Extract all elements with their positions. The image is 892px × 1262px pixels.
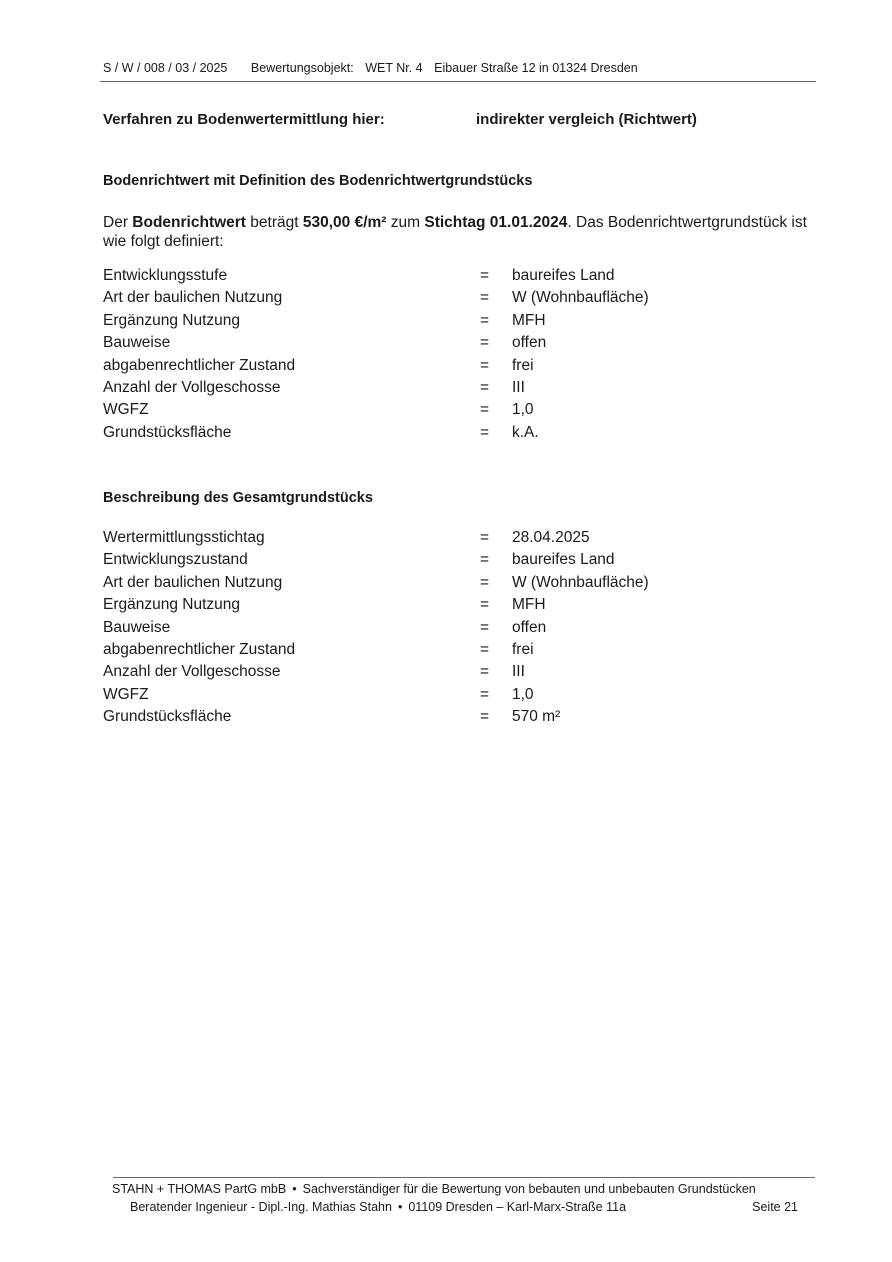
row-equals: =: [480, 551, 490, 569]
gesamt-row: [103, 574, 703, 596]
row-key: Grundstücksfläche: [103, 708, 232, 726]
row-value: offen: [512, 334, 547, 352]
row-key: abgabenrechtlicher Zustand: [103, 641, 296, 658]
row-value: 28.04.2025: [512, 529, 590, 546]
row-equals: =: [480, 289, 490, 307]
row-key: WGFZ: [103, 685, 149, 703]
header-divider: [100, 81, 816, 82]
richtwert-row: [103, 424, 703, 446]
row-value: III: [512, 663, 525, 681]
row-equals: =: [480, 267, 490, 284]
richtwert-row: [103, 267, 703, 289]
row-key: Bauweise: [103, 618, 171, 636]
footer-divider: [113, 1177, 815, 1178]
page-header: [103, 61, 815, 75]
row-key: abgabenrechtlicher Zustand: [103, 356, 296, 374]
row-equals: =: [480, 529, 490, 546]
intro-bold-richtwert: Bodenrichtwert: [132, 214, 246, 231]
row-value: 1,0: [512, 401, 534, 419]
document-reference: S / W / 008 / 03 / 2025: [103, 61, 228, 75]
row-value: MFH: [512, 596, 546, 614]
row-key: Ergänzung Nutzung: [103, 311, 241, 329]
row-equals: =: [480, 685, 490, 703]
row-key: Grundstücksfläche: [103, 423, 232, 441]
row-equals: =: [480, 663, 490, 681]
row-value: baureifes Land: [512, 267, 615, 284]
richtwert-row: [103, 401, 703, 423]
richtwert-row: [103, 289, 703, 311]
row-value: MFH: [512, 311, 546, 329]
gesamt-row: [103, 686, 703, 708]
footer-address: 01109 Dresden – Karl-Marx-Straße 11a: [408, 1200, 627, 1214]
row-key: Entwicklungszustand: [103, 551, 248, 569]
row-equals: =: [480, 708, 490, 726]
richtwert-row: [103, 357, 703, 379]
row-equals: =: [480, 311, 490, 329]
row-equals: =: [480, 334, 490, 352]
footer-description: Sachverständiger für die Bewertung von bebauten und unbebauten Grundstücken: [302, 1182, 756, 1196]
row-key: Bauweise: [103, 334, 171, 352]
intro-bold-price: 530,00 €/m²: [302, 214, 387, 231]
row-value: 1,0: [512, 685, 534, 703]
object-label: Bewertungsobjekt:: [250, 61, 354, 75]
row-value: frei: [512, 641, 534, 658]
gesamt-row: [103, 641, 703, 663]
richtwert-row: [103, 312, 703, 334]
row-value: III: [512, 379, 525, 396]
intro-text-2: beträgt: [245, 214, 303, 231]
richtwert-intro: [103, 213, 828, 251]
row-equals: =: [480, 641, 490, 658]
footer-engineer: Beratender Ingenieur - Dipl.-Ing. Mathias Stahn: [130, 1200, 392, 1214]
row-equals: =: [480, 423, 490, 441]
row-equals: =: [480, 573, 490, 591]
row-value: 570 m²: [512, 708, 561, 726]
footer-bullet: •: [292, 1182, 297, 1196]
row-key: Anzahl der Vollgeschosse: [103, 379, 281, 396]
row-value: k.A.: [512, 423, 539, 441]
row-key: WGFZ: [103, 401, 149, 419]
object-address: Eibauer Straße 12 in 01324 Dresden: [434, 61, 638, 75]
richtwert-row: [103, 379, 703, 401]
richtwert-heading: Bodenrichtwert mit Definition des Bodenrichtwertgrundstücks: [103, 173, 533, 189]
intro-text-4: . Das Bodenrichtwertgrundstück ist wie folgt definiert:: [103, 214, 807, 250]
gesamt-row: [103, 708, 703, 730]
row-value: baureifes Land: [512, 551, 615, 569]
intro-text-3: zum: [386, 214, 425, 231]
gesamt-row: [103, 619, 703, 641]
footer-contact-line: [130, 1200, 798, 1214]
method-value: indirekter vergleich (Richtwert): [476, 111, 697, 128]
row-equals: =: [480, 596, 490, 614]
gesamt-row: [103, 529, 703, 551]
row-value: W (Wohnbaufläche): [512, 289, 649, 307]
row-key: Wertermittlungsstichtag: [103, 529, 265, 546]
page-number: Seite 21: [752, 1200, 798, 1214]
intro-bold-date: Stichtag 01.01.2024: [424, 214, 568, 231]
object-name: WET Nr. 4: [365, 61, 423, 75]
row-key: Anzahl der Vollgeschosse: [103, 663, 281, 681]
row-value: W (Wohnbaufläche): [512, 573, 649, 591]
gesamt-row: [103, 663, 703, 685]
row-key: Art der baulichen Nutzung: [103, 573, 283, 591]
intro-text-1: Der: [103, 214, 133, 231]
richtwert-row: [103, 334, 703, 356]
footer-bullet: •: [397, 1200, 403, 1214]
row-value: offen: [512, 618, 547, 636]
row-key: Ergänzung Nutzung: [103, 596, 241, 614]
method-label: Verfahren zu Bodenwertermittlung hier:: [103, 111, 385, 128]
gesamt-heading: Beschreibung des Gesamtgrundstücks: [103, 490, 373, 506]
gesamt-row: [103, 596, 703, 618]
row-equals: =: [480, 356, 490, 374]
row-value: frei: [512, 356, 534, 374]
footer-firm: STAHN + THOMAS PartG mbB: [112, 1182, 287, 1196]
row-equals: =: [480, 379, 490, 396]
row-key: Art der baulichen Nutzung: [103, 289, 283, 307]
footer-firm-line: [112, 1182, 816, 1196]
row-equals: =: [480, 401, 490, 419]
gesamt-row: [103, 551, 703, 573]
row-equals: =: [480, 618, 490, 636]
row-key: Entwicklungsstufe: [103, 267, 228, 284]
